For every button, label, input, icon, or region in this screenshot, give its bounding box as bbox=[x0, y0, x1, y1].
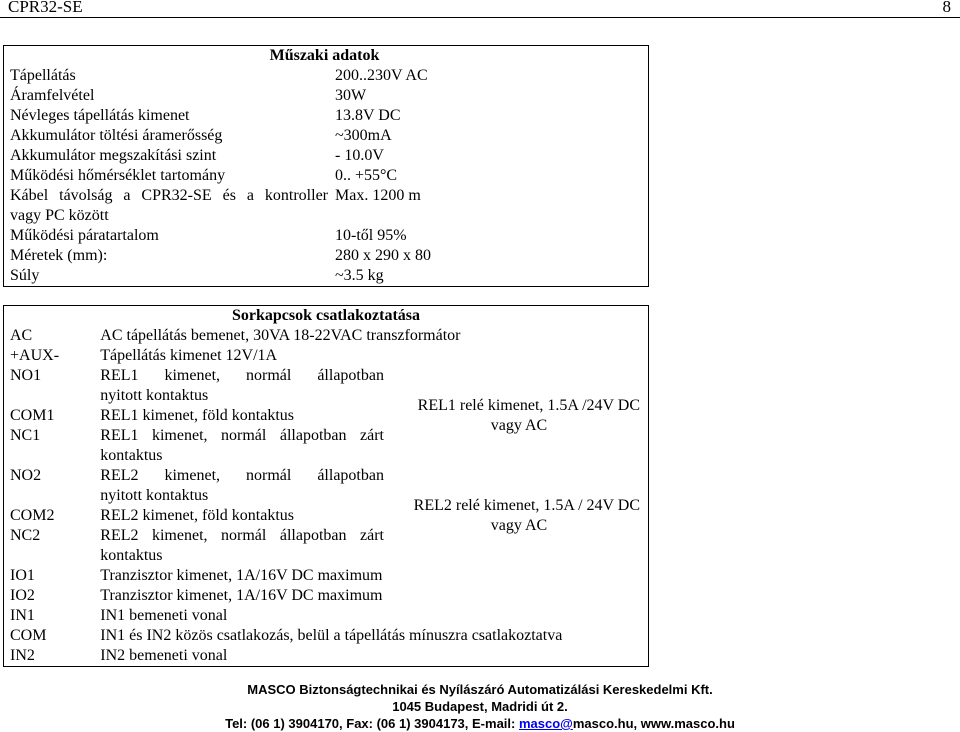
terminal-pin: COM2 bbox=[10, 507, 55, 524]
terminal-desc-line: REL2 kimenet, normál állapotban bbox=[100, 467, 384, 484]
table-row bbox=[4, 326, 649, 346]
spec-value: 0.. +55°C bbox=[335, 167, 398, 184]
terminal-desc: IN1 bemeneti vonal bbox=[100, 607, 228, 624]
email-link[interactable]: masco@ bbox=[518, 716, 573, 731]
terminal-pin: NC1 bbox=[10, 427, 41, 444]
spec-label: Súly bbox=[10, 267, 40, 284]
spec-label: Működési páratartalom bbox=[10, 227, 159, 244]
terminal-pin: IN1 bbox=[10, 607, 35, 624]
table-row bbox=[4, 166, 649, 186]
terminal-desc: Tranzisztor kimenet, 1A/16V DC maximum bbox=[100, 567, 383, 584]
terminal-pin: NO2 bbox=[10, 467, 42, 484]
company-address: 1045 Budapest, Madridi út 2. bbox=[392, 699, 568, 714]
header-rule bbox=[0, 17, 960, 18]
terminal-pin: COM bbox=[10, 627, 47, 644]
relay1-note-line: REL1 relé kimenet, 1.5A /24V DC bbox=[417, 397, 640, 414]
terminal-pin: +AUX- bbox=[10, 347, 60, 364]
spec-label bbox=[4, 186, 332, 226]
terminal-desc-line: REL1 kimenet, normál állapotban bbox=[100, 367, 384, 384]
contact-text: Tel: (06 1) 3904170, Fax: (06 1) 3904173, E-mail: bbox=[225, 716, 519, 731]
spec-value: 200..230V AC bbox=[335, 67, 428, 84]
spec-value: ~300mA bbox=[335, 127, 392, 144]
terminal-desc: REL1 kimenet, föld kontaktus bbox=[100, 407, 295, 424]
terminal-pin: AC bbox=[10, 327, 33, 344]
terminal-desc bbox=[95, 526, 390, 566]
table-row bbox=[4, 586, 649, 606]
spec-value: 280 x 290 x 80 bbox=[335, 247, 431, 264]
spec-value: 13.8V DC bbox=[335, 107, 401, 124]
table-row bbox=[4, 566, 649, 586]
spec-value: Max. 1200 m bbox=[335, 187, 421, 204]
table-row bbox=[4, 186, 649, 226]
terminal-pin: NO1 bbox=[10, 367, 42, 384]
page-footer bbox=[0, 681, 960, 732]
terminal-desc bbox=[95, 426, 390, 466]
relay2-note-line: vagy AC bbox=[490, 517, 548, 534]
table-row bbox=[4, 146, 649, 166]
terminal-desc-line: nyitott kontaktus bbox=[100, 487, 209, 504]
spec-title: Műszaki adatok bbox=[269, 47, 380, 64]
terminal-desc: IN1 és IN2 közös csatlakozás, belül a tápellátás mínuszra csatlakoztatva bbox=[100, 627, 563, 644]
table-row bbox=[4, 126, 649, 146]
terminal-title: Sorkapcsok csatlakoztatása bbox=[231, 307, 420, 324]
spec-value: 10-től 95% bbox=[335, 227, 407, 244]
table-row bbox=[4, 66, 649, 86]
terminal-desc-line: REL1 kimenet, normál állapotban zárt bbox=[100, 427, 384, 444]
terminal-desc-line: nyitott kontaktus bbox=[100, 387, 209, 404]
spec-label: Tápellátás bbox=[10, 67, 76, 84]
spec-value: - 10.0V bbox=[335, 147, 384, 164]
terminal-table bbox=[3, 305, 649, 667]
spec-label: Működési hőmérséklet tartomány bbox=[10, 167, 226, 184]
document-title: CPR32-SE bbox=[8, 0, 83, 16]
terminal-desc: REL2 kimenet, föld kontaktus bbox=[100, 507, 295, 524]
terminal-desc bbox=[95, 366, 390, 406]
terminal-desc: Tranzisztor kimenet, 1A/16V DC maximum bbox=[100, 587, 383, 604]
table-row bbox=[4, 626, 649, 646]
spec-label-line: vagy PC között bbox=[10, 207, 109, 224]
spec-table bbox=[3, 45, 649, 287]
terminal-pin: IO2 bbox=[10, 587, 35, 604]
spec-label-line: Kábel távolság a CPR32-SE és a kontroller bbox=[10, 187, 328, 204]
table-row bbox=[4, 86, 649, 106]
terminal-pin: IN2 bbox=[10, 647, 35, 664]
terminal-desc: Tápellátás kimenet 12V/1A bbox=[100, 347, 278, 364]
terminal-pin: IO1 bbox=[10, 567, 35, 584]
company-contact bbox=[0, 715, 960, 732]
relay2-note-line: REL2 relé kimenet, 1.5A / 24V DC bbox=[413, 497, 640, 514]
table-row bbox=[4, 646, 649, 667]
table-row bbox=[4, 466, 649, 506]
terminal-desc bbox=[95, 466, 390, 506]
terminal-desc-line: kontaktus bbox=[100, 547, 163, 564]
relay2-note bbox=[390, 466, 649, 566]
terminal-desc: AC tápellátás bemenet, 30VA 18-22VAC transzformátor bbox=[100, 327, 461, 344]
relay1-note-line: vagy AC bbox=[490, 417, 548, 434]
company-name: MASCO Biztonságtechnikai és Nyílászáró Automatizálási Kereskedelmi Kft. bbox=[247, 682, 713, 697]
terminal-pin: NC2 bbox=[10, 527, 41, 544]
page-number: 8 bbox=[942, 0, 951, 16]
table-row bbox=[4, 246, 649, 266]
spec-label: Méretek (mm): bbox=[10, 247, 108, 264]
terminal-desc: IN2 bemeneti vonal bbox=[100, 647, 228, 664]
spec-label: Akkumulátor megszakítási szint bbox=[10, 147, 217, 164]
spec-value: 30W bbox=[335, 87, 367, 104]
spec-value: ~3.5 kg bbox=[335, 267, 384, 284]
terminal-desc-line: REL2 kimenet, normál állapotban zárt bbox=[100, 527, 384, 544]
spec-title-row bbox=[4, 46, 649, 67]
terminal-desc-line: kontaktus bbox=[100, 447, 163, 464]
table-row bbox=[4, 226, 649, 246]
spec-label: Akkumulátor töltési áramerősség bbox=[10, 127, 223, 144]
table-row bbox=[4, 366, 649, 406]
table-row bbox=[4, 606, 649, 626]
spec-label: Áramfelvétel bbox=[10, 87, 95, 104]
table-row bbox=[4, 266, 649, 287]
contact-text: masco.hu, www.masco.hu bbox=[572, 716, 735, 731]
terminal-title-row bbox=[4, 306, 649, 327]
terminal-pin: COM1 bbox=[10, 407, 55, 424]
table-row bbox=[4, 106, 649, 126]
relay1-note bbox=[390, 366, 649, 466]
table-row bbox=[4, 346, 649, 366]
spec-label: Névleges tápellátás kimenet bbox=[10, 107, 190, 124]
